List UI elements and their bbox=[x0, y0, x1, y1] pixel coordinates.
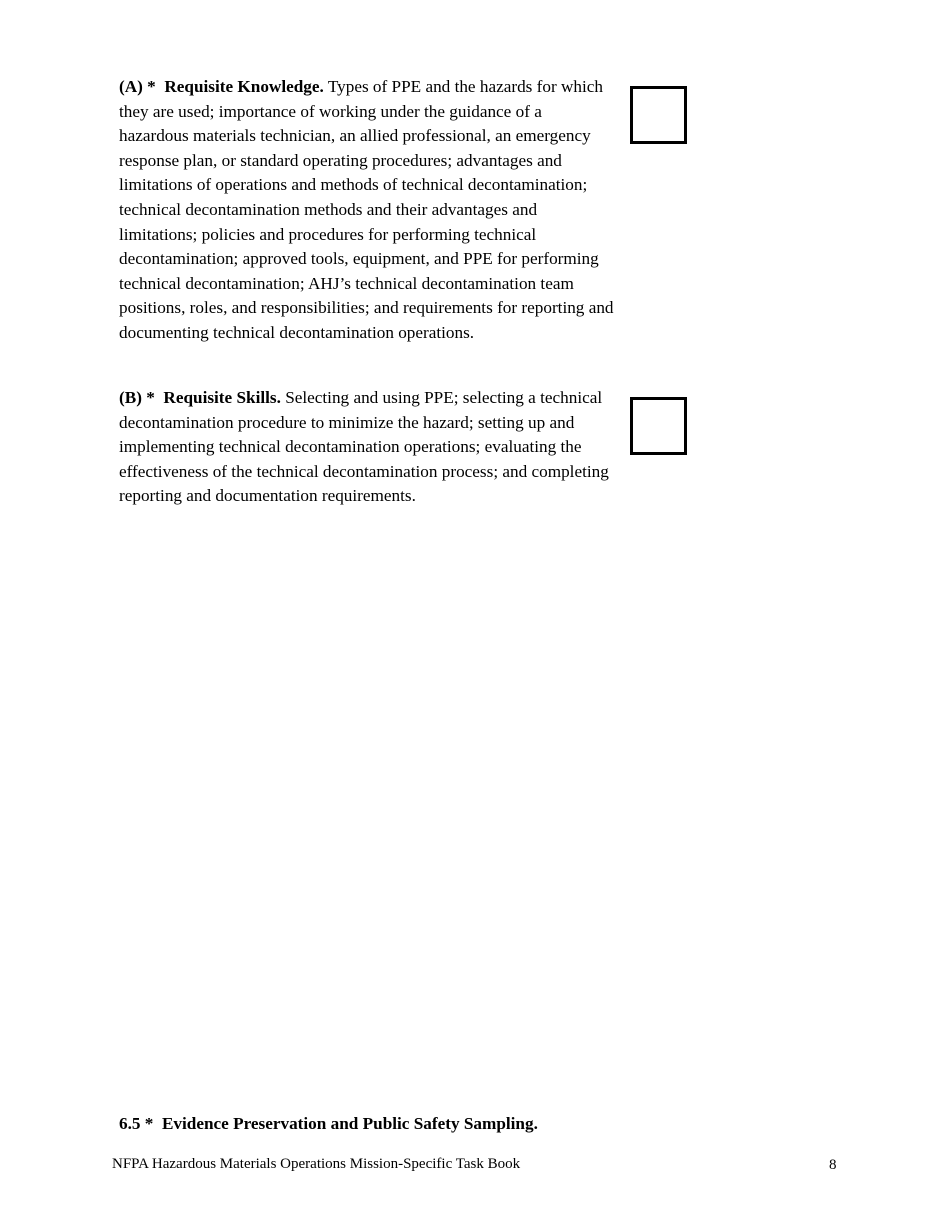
requisite-knowledge-checkbox[interactable] bbox=[630, 86, 687, 144]
requisite-skills-checkbox[interactable] bbox=[630, 397, 687, 455]
item-marker: (A) * bbox=[119, 77, 156, 96]
section-heading: 6.5 * Evidence Preservation and Public Safety Sampling. bbox=[119, 1114, 538, 1133]
item-marker: (B) * bbox=[119, 388, 155, 407]
item-body: Types of PPE and the hazards for which they are used; importance of working under the guidance of a hazardous materials technician, an allied professional, an emergency response plan, or standard operating procedures; advantages and limitations of operations and methods of technical decontamination; technical decontamination methods and their advantages and limitations; policies and procedures for performing technical decontamination; approved tools, equipment, and PPE for performing technical decontamination; AHJ’s technical decontamination team positions, roles, and responsibilities; and requirements for reporting and documenting technical decontamination operations. bbox=[119, 77, 614, 342]
requisite-knowledge-item bbox=[119, 75, 615, 346]
page-number: 8 bbox=[829, 1157, 837, 1173]
item-heading: Requisite Knowledge. bbox=[164, 77, 324, 96]
item-heading: Requisite Skills. bbox=[163, 388, 281, 407]
item-body: Selecting and using PPE; selecting a technical decontamination procedure to minimize the hazard; setting up and implementing technical decontamination operations; evaluating the effectiveness of the technical decontamination process; and completing reporting and documentation requirements. bbox=[119, 388, 609, 506]
requisite-skills-item bbox=[119, 386, 615, 509]
footer-title: NFPA Hazardous Materials Operations Mission-Specific Task Book bbox=[112, 1156, 521, 1172]
